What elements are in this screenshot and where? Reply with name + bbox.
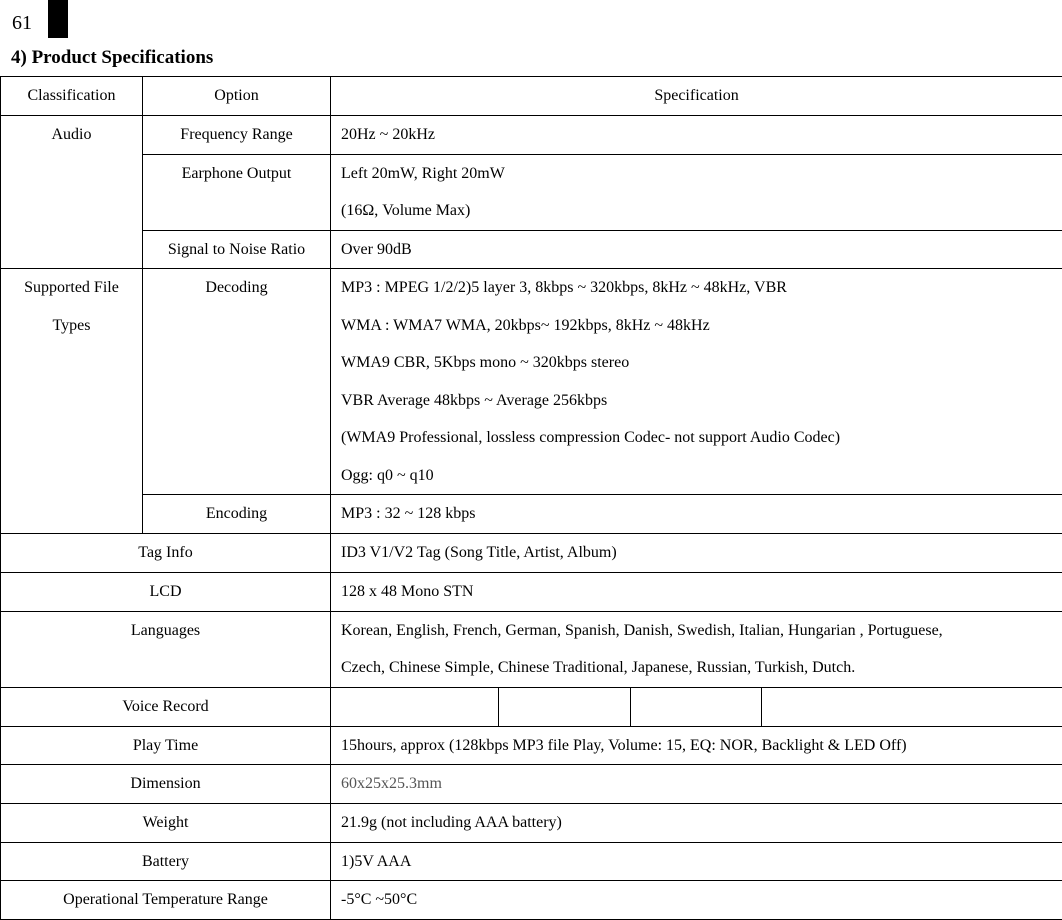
file-types-classification	[1, 269, 143, 534]
table-row	[1, 116, 1062, 155]
earphone-output-value	[331, 154, 1062, 230]
header-option: Option	[143, 77, 331, 116]
decoding-value	[331, 269, 1062, 495]
table-row	[1, 842, 1062, 881]
languages-line-2: Czech, Chinese Simple, Chinese Traditional, Japanese, Russian, Turkish, Dutch.	[341, 649, 1062, 687]
earphone-output-line-1: Left 20mW, Right 20mW	[341, 155, 1062, 193]
encoding-value: MP3 : 32 ~ 128 kbps	[331, 495, 1062, 534]
table-row	[1, 534, 1062, 573]
file-types-line-2: Types	[1, 307, 142, 345]
tag-info-label: Tag Info	[1, 534, 331, 573]
table-row	[1, 269, 1062, 495]
tag-info-value: ID3 V1/V2 Tag (Song Title, Artist, Album)	[331, 534, 1062, 573]
dimension-value-text: 60x25x25.3mm	[341, 775, 442, 792]
table-row	[1, 154, 1062, 230]
table-row	[1, 881, 1062, 920]
decoding-line: MP3 : MPEG 1/2/2)5 layer 3, 8kbps ~ 320kbps, 8kHz ~ 48kHz, VBR	[341, 269, 1062, 307]
dimension-label: Dimension	[1, 765, 331, 804]
dimension-value	[331, 765, 1062, 804]
languages-label: Languages	[1, 611, 331, 687]
voice-record-cell-empty	[631, 687, 762, 726]
snr-value: Over 90dB	[331, 230, 1062, 269]
op-temp-label: Operational Temperature Range	[1, 881, 331, 920]
battery-label: Battery	[1, 842, 331, 881]
table-header-row	[1, 77, 1062, 116]
battery-value: 1)5V AAA	[331, 842, 1062, 881]
table-row	[1, 611, 1062, 687]
languages-value	[331, 611, 1062, 687]
languages-line-1: Korean, English, French, German, Spanish, Danish, Swedish, Italian, Hungarian , Portuguese,	[341, 612, 1062, 650]
play-time-label: Play Time	[1, 726, 331, 765]
voice-record-cell-empty	[331, 687, 499, 726]
table-row	[1, 572, 1062, 611]
earphone-output-option: Earphone Output	[143, 154, 331, 230]
voice-record-cell-empty	[762, 687, 1062, 726]
voice-record-label: Voice Record	[1, 687, 331, 726]
decoding-line: VBR Average 48kbps ~ Average 256kbps	[341, 382, 1062, 420]
decoding-line: WMA : WMA7 WMA, 20kbps~ 192kbps, 8kHz ~ 48kHz	[341, 307, 1062, 345]
play-time-value: 15hours, approx (128kbps MP3 file Play, Volume: 15, EQ: NOR, Backlight & LED Off)	[331, 726, 1062, 765]
decoding-line: WMA9 CBR, 5Kbps mono ~ 320kbps stereo	[341, 344, 1062, 382]
decoding-line: (WMA9 Professional, lossless compression Codec- not support Audio Codec)	[341, 419, 1062, 457]
audio-classification: Audio	[1, 116, 143, 269]
page-marker-bar	[48, 0, 68, 38]
page-number: 61	[12, 10, 32, 36]
table-row	[1, 495, 1062, 534]
lcd-value: 128 x 48 Mono STN	[331, 572, 1062, 611]
table-row	[1, 230, 1062, 269]
weight-value: 21.9g (not including AAA battery)	[331, 804, 1062, 843]
weight-label: Weight	[1, 804, 331, 843]
table-row	[1, 765, 1062, 804]
file-types-line-1: Supported File	[1, 269, 142, 307]
encoding-option: Encoding	[143, 495, 331, 534]
frequency-range-option: Frequency Range	[143, 116, 331, 155]
frequency-range-value: 20Hz ~ 20kHz	[331, 116, 1062, 155]
header-classification: Classification	[1, 77, 143, 116]
earphone-output-line-2: (16Ω, Volume Max)	[341, 192, 1062, 230]
decoding-line: Ogg: q0 ~ q10	[341, 457, 1062, 495]
lcd-label: LCD	[1, 572, 331, 611]
table-row	[1, 726, 1062, 765]
snr-option: Signal to Noise Ratio	[143, 230, 331, 269]
header-specification: Specification	[331, 77, 1062, 116]
table-row	[1, 804, 1062, 843]
op-temp-value: -5°C ~50°C	[331, 881, 1062, 920]
table-row	[1, 687, 1062, 726]
decoding-option: Decoding	[143, 269, 331, 495]
section-heading: 4) Product Specifications	[11, 46, 213, 70]
voice-record-cell-empty	[499, 687, 631, 726]
spec-table	[0, 76, 1062, 920]
